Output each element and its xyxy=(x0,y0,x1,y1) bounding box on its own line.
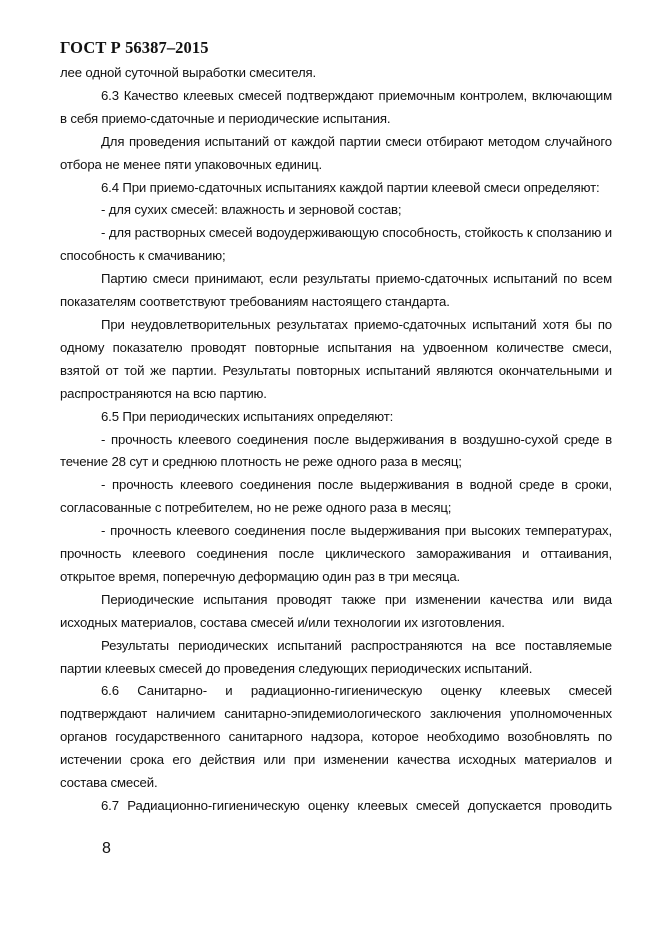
paragraph-sampling: Для проведения испытаний от каждой партии смеси отбирают методом случайного отбора не менее пяти упаковочных единиц. xyxy=(60,133,612,172)
document-header: ГОСТ Р 56387–2015 xyxy=(60,38,209,57)
list-item-water: - прочность клеевого соединения после выдерживания в водной среде в сроки, согласованные с потребителем, но не реже одного раза в месяц; xyxy=(60,477,612,516)
list-item-high-temp: - прочность клеевого соединения после выдерживания при высоких температурах, прочность клеевого соединения после циклического замораживания и оттаивания, открытое время, поперечную деформацию один раз в три месяца. xyxy=(60,523,612,584)
list-item-dry-mixes: - для сухих смесей: влажность и зерновой состав; xyxy=(101,202,402,218)
paragraph-6-3: 6.3 Качество клеевых смесей подтверждают приемочным контролем, включающим в себя приемо-сдаточные и периодические испытания. xyxy=(60,87,612,126)
page-number: 8 xyxy=(102,840,111,857)
paragraph-continuation: лее одной суточной выработки смесителя. xyxy=(60,65,317,80)
paragraph-periodic-also: Периодические испытания проводят также при изменении качества или вида исходных материалов, состава смесей и/или технологии их изготовления. xyxy=(60,591,612,630)
list-item-air-dry: - прочность клеевого соединения после выдерживания в воздушно-сухой среде в течение 28 сут и среднюю плотность не реже одного раза в месяц; xyxy=(60,431,612,470)
paragraph-periodic-results: Результаты периодических испытаний распространяются на все поставляемые партии клеевых смесей до проведения следующих периодических испытаний. xyxy=(60,637,612,676)
paragraph-6-4: 6.4 При приемо-сдаточных испытаниях каждой партии клеевой смеси определяют: xyxy=(101,179,600,195)
paragraph-acceptance: Партию смеси принимают, если результаты приемо-сдаточных испытаний по всем показателям соответствуют требованиям настоящего стандарта. xyxy=(60,271,612,310)
paragraph-retest: При неудовлетворительных результатах приемо-сдаточных испытаний хотя бы по одному показателю проводят повторные испытания на удвоенном количестве смеси, взятой от той же партии. Результаты повторных испытаний являются окончательными и распространяются на всю партию. xyxy=(60,316,612,401)
document-body xyxy=(60,62,612,818)
paragraph-6-6: 6.6 Санитарно- и радиационно-гигиеническую оценку клеевых смесей подтверждают наличием санитарно-эпидемиологического заключения уполномоченных органов государственного санитарного надзора, которое необходимо возобновлять по истечении срока его действия или при изменении качества исходных материалов и состава смесей. xyxy=(60,683,612,791)
paragraph-6-5: 6.5 При периодических испытаниях определяют: xyxy=(101,408,394,424)
list-item-mortar-mixes: - для растворных смесей водоудерживающую способность, стойкость к сползанию и способность к смачиванию; xyxy=(60,225,612,264)
paragraph-6-7: 6.7 Радиационно-гигиеническую оценку клеевых смесей допускается проводить xyxy=(101,798,612,813)
